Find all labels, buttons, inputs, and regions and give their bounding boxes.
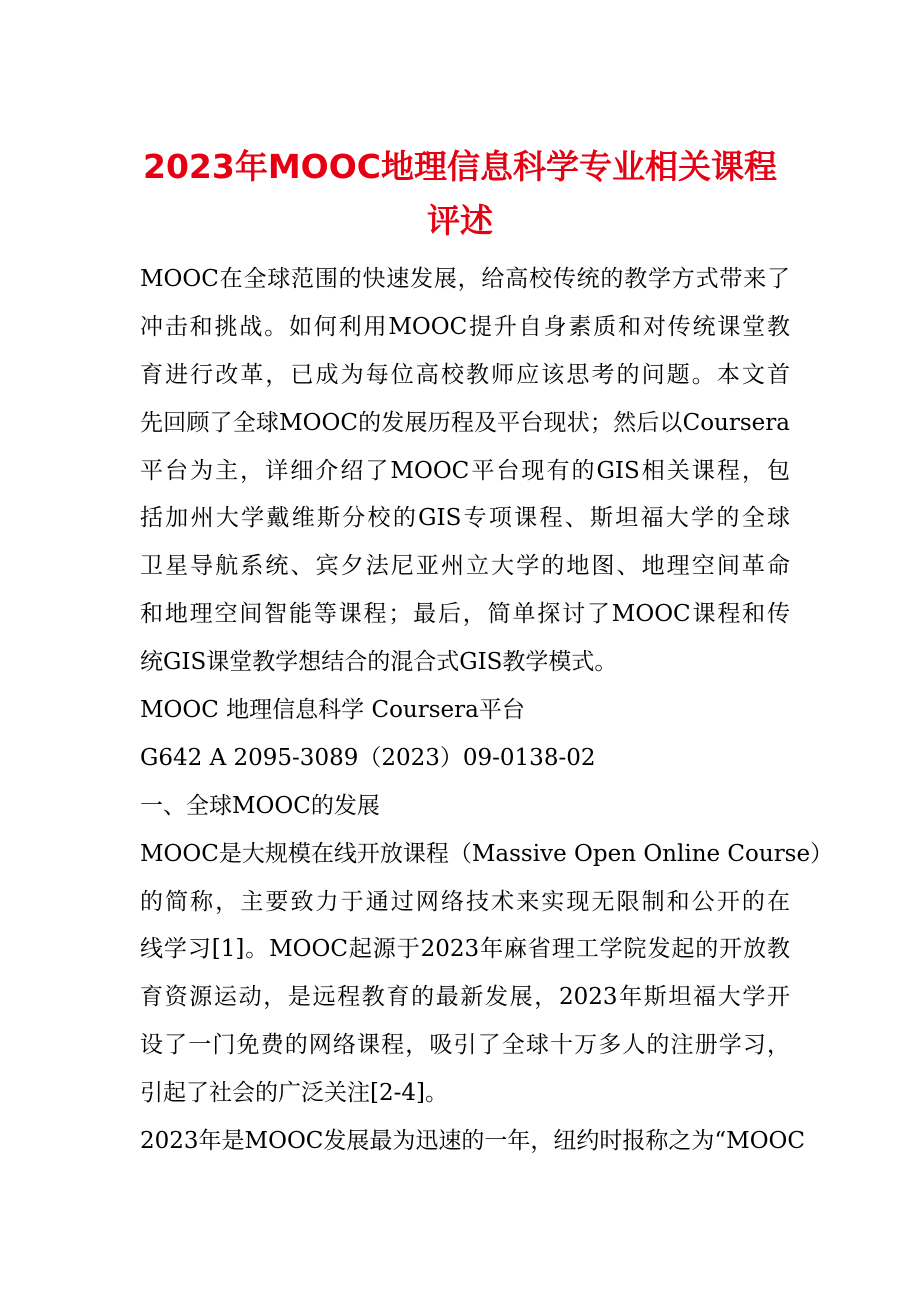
body-line: 线学习[1]。MOOC起源于2023年麻省理工学院发起的开放教 xyxy=(140,936,790,963)
body-line: 设了一门免费的网络课程，吸引了全球十万多人的注册学习， xyxy=(140,1032,790,1059)
body-line: MOOC在全球范围的快速发展，给高校传统的教学方式带来了 xyxy=(140,266,790,292)
body-line: 卫星导航系统、宾夕法尼亚州立大学的地图、地理空间革命 xyxy=(140,553,790,580)
title-line-2: 评述 xyxy=(427,201,493,240)
body-line: 育资源运动，是远程教育的最新发展，2023年斯坦福大学开 xyxy=(140,984,790,1011)
document-body xyxy=(140,256,834,1166)
body-line: 括加州大学戴维斯分校的GIS专项课程、斯坦福大学的全球 xyxy=(140,505,790,532)
body-line: 育进行改革，已成为每位高校教师应该思考的问题。本文首 xyxy=(140,361,790,388)
body-line: 的简称，主要致力于通过网络技术来实现无限制和公开的在 xyxy=(140,888,790,915)
document-title xyxy=(120,140,800,248)
body-line: MOOC 地理信息科学 Coursera平台 xyxy=(140,697,525,724)
body-line: 统GIS课堂教学想结合的混合式GIS教学模式。 xyxy=(140,649,618,676)
body-line: 先回顾了全球MOOC的发展历程及平台现状；然后以Coursera xyxy=(140,409,790,436)
body-line: G642 A 2095-3089（2023）09-0138-02 xyxy=(140,744,596,771)
body-line: 2023年是MOOC发展最为迅速的一年，纽约时报称之为“MOOC xyxy=(140,1128,806,1155)
body-line: 一、全球MOOC的发展 xyxy=(140,792,380,819)
body-line: 引起了社会的广泛关注[2-4]。 xyxy=(140,1080,448,1107)
body-line: 和地理空间智能等课程；最后，简单探讨了MOOC课程和传 xyxy=(140,601,790,628)
body-line: MOOC是大规模在线开放课程（Massive Open Online Course） xyxy=(140,840,834,867)
body-line: 冲击和挑战。如何利用MOOC提升自身素质和对传统课堂教 xyxy=(140,313,790,340)
title-line-1: 2023年MOOC地理信息科学专业相关课程 xyxy=(142,147,777,186)
body-line: 平台为主，详细介绍了MOOC平台现有的GIS相关课程，包 xyxy=(140,457,790,484)
